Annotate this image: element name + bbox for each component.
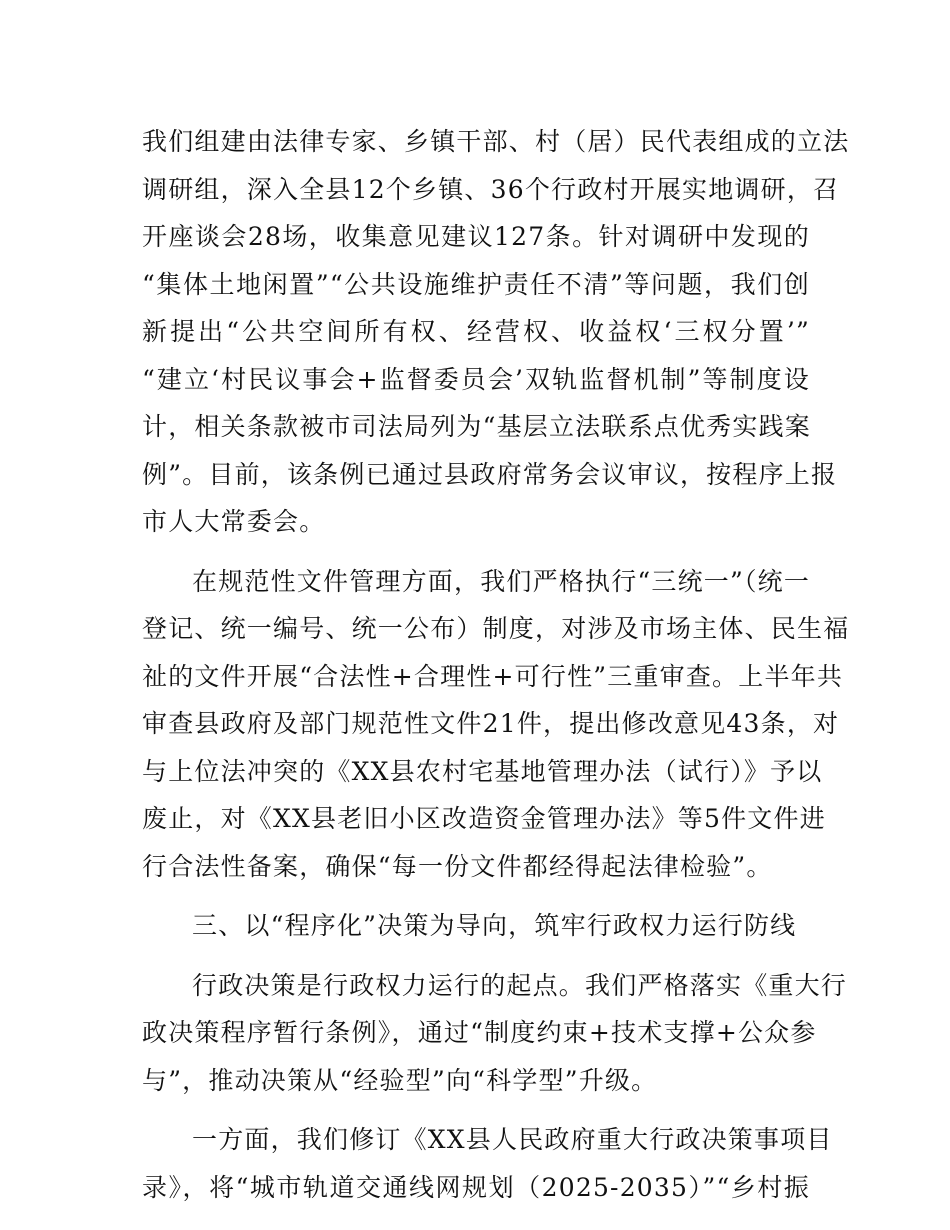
paragraph-spacer	[142, 546, 810, 558]
paragraph	[142, 962, 848, 1105]
text-line: 废止，对《XX县老旧小区改造资金管理办法》等5件文件进	[142, 804, 826, 833]
section-heading	[142, 902, 810, 950]
text-line: 登记、统一编号、统一公布）制度，对涉及市场主体、民生福	[142, 614, 850, 643]
paragraph	[142, 558, 850, 891]
text-line: 在规范性文件管理方面，我们严格执行“三统一”（统一	[192, 566, 811, 596]
paragraph	[142, 1116, 833, 1211]
text-line: 祉的文件开展“合法性+合理性+可行性”三重审查。上半年共	[142, 661, 844, 691]
text-line: 一方面，我们修订《XX县人民政府重大行政决策事项目	[192, 1125, 833, 1154]
paragraph-spacer	[142, 1104, 810, 1116]
text-line: “集体土地闲置”“公共设施维护责任不清”等问题，我们创	[142, 269, 810, 299]
text-line: 例”。目前，该条例已通过县政府常务会议审议，按程序上报	[142, 459, 838, 489]
text-line: 我们组建由法律专家、乡镇干部、村（居）民代表组成的立法	[142, 127, 850, 156]
text-line: 计，相关条款被市司法局列为“基层立法联系点优秀实践案	[142, 412, 811, 441]
text-line: 开座谈会28场，收集意见建议127条。针对调研中发现的	[142, 222, 810, 251]
section-heading-text: 三、以“程序化”决策为导向，筑牢行政权力运行防线	[192, 911, 797, 940]
text-line: “建立‘村民议事会+监督委员会’双轨监督机制”等制度设	[142, 364, 810, 394]
text-line: 行政决策是行政权力运行的起点。我们严格落实《重大行	[192, 970, 848, 1000]
document-body	[142, 118, 850, 1211]
paragraph-spacer	[142, 950, 810, 962]
text-line: 市人大常委会。	[142, 507, 326, 536]
text-line: 新提出“公共空间所有权、经营权、收益权‘三权分置’”	[142, 317, 810, 346]
text-line: 与”，推动决策从“经验型”向“科学型”升级。	[142, 1065, 658, 1095]
text-line: 录》，将“城市轨道交通线网规划（2025-2035）”“乡村振	[142, 1172, 810, 1202]
text-line: 调研组，深入全县12个乡镇、36个行政村开展实地调研，召	[142, 174, 840, 204]
text-line: 审查县政府及部门规范性文件21件，提出修改意见43条，对	[142, 709, 840, 738]
paragraph-spacer	[142, 890, 810, 902]
text-line: 行合法性备案，确保“每一份文件都经得起法律检验”。	[142, 851, 773, 881]
text-line: 与上位法冲突的《XX县农村宅基地管理办法（试行）》予以	[142, 756, 823, 786]
text-line: 政决策程序暂行条例》，通过“制度约束+技术支撑+公众参	[142, 1018, 817, 1047]
paragraph	[142, 118, 850, 546]
